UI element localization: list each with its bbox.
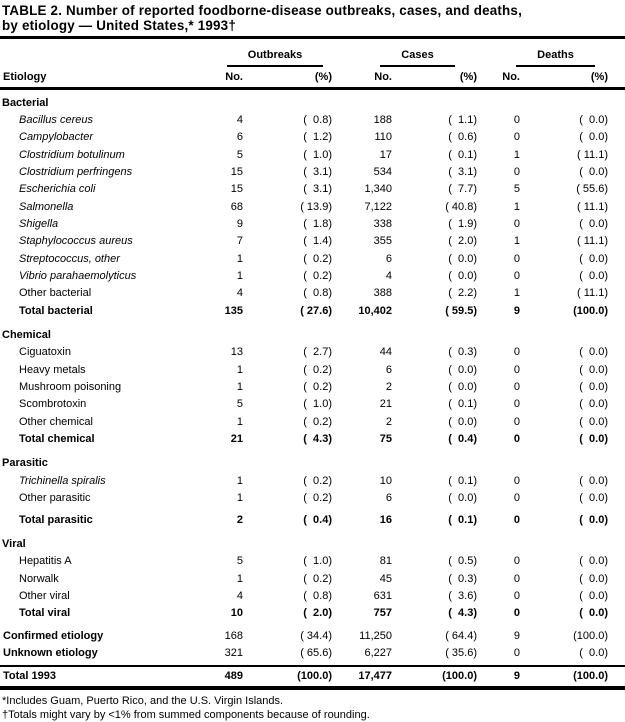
row-c-pct: ( 3.1) [448, 165, 477, 178]
row-d-no: 0 [513, 474, 520, 487]
deaths-no-header: No. [502, 70, 520, 83]
row-o-no: 6 [236, 131, 243, 144]
row-c-pct: ( 7.7) [448, 183, 477, 196]
section-header-bacterial: Bacterial [2, 96, 49, 109]
row-d-pct: ( 0.0) [579, 131, 608, 144]
footnotes [0, 694, 625, 722]
table-row-campylobacter [0, 129, 625, 146]
row-d-no: 0 [513, 646, 520, 659]
table-row-salmonella [0, 199, 625, 216]
row-d-no: 1 [513, 287, 520, 300]
row-d-pct: ( 0.0) [579, 363, 608, 376]
row-c-no: 6 [385, 492, 392, 505]
pre-grand-total-rule [0, 665, 625, 667]
row-o-pct: ( 0.2) [303, 381, 332, 394]
total-row-bacterial [0, 303, 625, 320]
cases-group-label: Cases [380, 47, 454, 67]
row-o-no: 21 [230, 433, 243, 446]
row-c-no: 10 [379, 474, 392, 487]
row-c-no: 75 [379, 433, 392, 446]
table-row-heavy-metals [0, 362, 625, 379]
column-group-header-row [0, 47, 625, 67]
grand-total-deaths-no: 9 [513, 669, 520, 682]
row-o-pct: ( 0.2) [303, 492, 332, 505]
row-d-pct: ( 11.1) [577, 235, 608, 248]
row-o-pct: ( 0.4) [303, 513, 332, 526]
row-o-no: 1 [236, 572, 243, 585]
row-label: Total chemical [19, 433, 95, 446]
row-c-pct: ( 0.6) [448, 131, 477, 144]
row-c-pct: ( 0.5) [448, 555, 477, 568]
row-label: Other chemical [19, 415, 93, 428]
row-d-no: 0 [513, 572, 520, 585]
table-row-trichinella-spiralis [0, 473, 625, 490]
outbreaks-group-label: Outbreaks [227, 47, 323, 67]
row-label: Clostridium perfringens [19, 165, 133, 178]
table-row-escherichia-coli [0, 181, 625, 198]
row-o-no: 68 [230, 200, 243, 213]
row-o-pct: ( 0.2) [303, 363, 332, 376]
row-c-pct: ( 40.8) [445, 200, 477, 213]
row-label: Bacillus cereus [19, 113, 93, 126]
row-o-pct: ( 3.1) [303, 165, 332, 178]
row-o-no: 1 [236, 492, 243, 505]
table-row-mushroom-poisoning [0, 379, 625, 396]
row-c-no: 7,122 [364, 200, 392, 213]
grand-total-deaths-pct: (100.0) [573, 669, 608, 682]
group-header-spacer [0, 57, 192, 58]
row-d-pct: ( 0.0) [579, 252, 608, 265]
row-c-no: 6 [385, 363, 392, 376]
row-d-no: 0 [513, 346, 520, 359]
table-row-streptococcus-other [0, 251, 625, 268]
row-c-no: 6,227 [364, 646, 392, 659]
table-row-ciguatoxin [0, 344, 625, 361]
table-row-other-viral [0, 588, 625, 605]
row-c-pct: ( 0.3) [448, 346, 477, 359]
table-row-other-bacterial [0, 285, 625, 302]
row-d-no: 1 [513, 235, 520, 248]
total-row-chemical [0, 431, 625, 448]
row-d-pct: ( 0.0) [579, 513, 608, 526]
row-label: Total parasitic [19, 513, 93, 526]
table-row-hepatitis-a [0, 553, 625, 570]
row-o-pct: ( 3.1) [303, 183, 332, 196]
cases-pct-header: (%) [459, 70, 477, 83]
row-d-no: 0 [513, 270, 520, 283]
row-c-no: 355 [373, 235, 392, 248]
header-rule [0, 87, 625, 90]
outbreaks-no-header: No. [225, 70, 243, 83]
row-c-no: 17 [379, 148, 392, 161]
row-label: Scombrotoxin [19, 398, 87, 411]
row-d-no: 0 [513, 415, 520, 428]
grand-total-cases-no: 17,477 [358, 669, 392, 682]
row-d-no: 0 [513, 218, 520, 230]
row-o-pct: ( 0.8) [303, 589, 332, 602]
row-label: Staphylococcus aureus [19, 235, 133, 248]
row-d-no: 0 [513, 165, 520, 178]
row-c-pct: ( 0.0) [448, 492, 477, 505]
row-d-pct: ( 55.6) [576, 183, 608, 196]
deaths-group-label: Deaths [516, 47, 595, 67]
row-label: Other viral [19, 589, 70, 602]
row-c-no: 534 [373, 165, 392, 178]
row-d-no: 5 [513, 183, 520, 196]
row-c-pct: ( 1.1) [448, 113, 477, 126]
row-d-pct: ( 0.0) [579, 270, 608, 283]
row-c-no: 16 [379, 513, 392, 526]
row-label: Ciguatoxin [19, 346, 71, 359]
row-d-pct: ( 11.1) [577, 287, 608, 300]
grand-total-label: Total 1993 [3, 669, 56, 682]
row-o-no: 1 [236, 363, 243, 376]
footnote-asterisk: *Includes Guam, Puerto Rico, and the U.S. Virgin Islands. [2, 695, 284, 708]
row-label: Norwalk [19, 572, 59, 585]
row-label: Salmonella [19, 200, 74, 213]
section-header-chemical: Chemical [2, 329, 51, 342]
row-o-pct: ( 0.8) [303, 113, 332, 126]
row-d-pct: ( 0.0) [579, 492, 608, 505]
row-d-pct: (100.0) [573, 304, 608, 317]
row-o-no: 9 [236, 218, 243, 230]
row-o-no: 1 [236, 270, 243, 283]
row-label: Total bacterial [19, 304, 93, 317]
row-c-pct: ( 0.1) [448, 148, 477, 161]
table-row-shigella [0, 216, 625, 233]
row-c-no: 2 [385, 381, 392, 394]
row-d-no: 0 [513, 398, 520, 411]
row-c-pct: ( 0.3) [448, 572, 477, 585]
row-o-pct: ( 4.3) [303, 433, 332, 446]
outbreaks-column-group [192, 47, 332, 67]
row-c-pct: ( 0.0) [448, 252, 477, 265]
row-o-no: 4 [236, 287, 243, 300]
row-label: Other bacterial [19, 287, 92, 300]
row-o-pct: ( 34.4) [300, 629, 332, 642]
row-o-pct: ( 0.2) [303, 270, 332, 283]
row-d-no: 1 [513, 200, 520, 213]
table-row-norwalk [0, 571, 625, 588]
table-row-bacillus-cereus [0, 112, 625, 129]
row-d-pct: ( 11.1) [577, 200, 608, 213]
etiology-column-header: Etiology [3, 70, 47, 83]
cases-column-group [332, 47, 477, 67]
row-d-no: 9 [513, 304, 520, 317]
row-c-pct: ( 64.4) [445, 629, 477, 642]
row-o-pct: ( 0.2) [303, 572, 332, 585]
row-label: Clostridium botulinum [19, 148, 125, 161]
row-c-pct: ( 2.2) [448, 287, 477, 300]
row-d-pct: ( 11.1) [577, 148, 608, 161]
row-c-no: 45 [379, 572, 392, 585]
outbreaks-pct-header: (%) [314, 70, 332, 83]
row-c-no: 44 [379, 346, 392, 359]
cases-no-header: No. [374, 70, 392, 83]
table-row-scombrotoxin [0, 396, 625, 413]
row-o-pct: ( 1.4) [303, 235, 332, 248]
row-d-pct: ( 0.0) [579, 474, 608, 487]
row-c-no: 10,402 [358, 304, 392, 317]
row-label: Mushroom poisoning [19, 381, 122, 394]
row-c-pct: ( 0.0) [448, 270, 477, 283]
row-o-pct: ( 0.2) [303, 252, 332, 265]
row-c-pct: ( 0.1) [448, 398, 477, 411]
row-c-pct: ( 0.1) [448, 474, 477, 487]
section-header-viral: Viral [2, 537, 26, 550]
row-label: Shigella [19, 218, 59, 230]
row-c-no: 188 [373, 113, 392, 126]
row-o-pct: ( 1.0) [303, 148, 332, 161]
row-o-no: 10 [230, 607, 243, 620]
title-rule [0, 36, 625, 39]
row-d-pct: ( 0.0) [579, 398, 608, 411]
table-row-other-chemical [0, 414, 625, 431]
table-body [0, 95, 625, 663]
row-c-no: 388 [373, 287, 392, 300]
row-d-no: 0 [513, 433, 520, 446]
row-o-pct: ( 13.9) [300, 200, 332, 213]
row-o-no: 5 [236, 555, 243, 568]
row-c-no: 81 [379, 555, 392, 568]
row-c-pct: ( 4.3) [448, 607, 477, 620]
row-o-pct: ( 65.6) [300, 646, 332, 659]
row-c-no: 338 [373, 218, 392, 230]
row-o-no: 13 [230, 346, 243, 359]
row-d-pct: ( 0.0) [579, 346, 608, 359]
row-c-no: 11,250 [359, 629, 392, 642]
row-o-no: 321 [224, 646, 243, 659]
table-row-clostridium-perfringens [0, 164, 625, 181]
row-c-no: 2 [385, 415, 392, 428]
deaths-column-group [477, 47, 608, 67]
deaths-pct-header: (%) [590, 70, 608, 83]
row-o-no: 5 [236, 148, 243, 161]
summary-row-confirmed-etiology [0, 628, 625, 645]
row-d-pct: ( 0.0) [579, 607, 608, 620]
row-c-pct: ( 2.0) [448, 235, 477, 248]
row-d-no: 0 [513, 492, 520, 505]
row-o-no: 4 [236, 589, 243, 602]
row-label: Unknown etiology [3, 646, 98, 659]
table-row-staphylococcus-aureus [0, 233, 625, 250]
total-row-parasitic [0, 512, 625, 529]
row-c-pct: ( 3.6) [448, 589, 477, 602]
row-label: Escherichia coli [19, 183, 96, 196]
row-c-no: 631 [373, 589, 392, 602]
row-o-no: 2 [236, 513, 243, 526]
section-header-parasitic: Parasitic [2, 457, 48, 470]
row-c-pct: ( 35.6) [445, 646, 477, 659]
row-d-pct: ( 0.0) [579, 555, 608, 568]
table-row-other-parasitic [0, 490, 625, 507]
footnote-dagger: †Totals might vary by <1% from summed components because of rounding. [2, 709, 370, 722]
table-title-line-1: TABLE 2. Number of reported foodborne-disease outbreaks, cases, and deaths, [2, 3, 522, 18]
row-label: Heavy metals [19, 363, 86, 376]
row-c-no: 4 [385, 270, 392, 283]
row-c-no: 6 [385, 252, 392, 265]
row-label: Vibrio parahaemolyticus [19, 270, 137, 283]
table-row-clostridium-botulinum [0, 147, 625, 164]
row-o-pct: ( 27.6) [300, 304, 332, 317]
summary-row-unknown-etiology [0, 645, 625, 662]
row-o-no: 1 [236, 381, 243, 394]
grand-total-row [0, 668, 625, 685]
column-header-row [0, 67, 625, 84]
row-o-no: 168 [224, 629, 243, 642]
row-d-pct: ( 0.0) [579, 113, 608, 126]
row-c-pct: ( 0.4) [448, 433, 477, 446]
grand-total-cases-pct: (100.0) [442, 669, 477, 682]
row-label: Hepatitis A [19, 555, 72, 568]
row-o-pct: ( 1.8) [303, 218, 332, 230]
row-d-no: 0 [513, 607, 520, 620]
row-d-pct: ( 0.0) [579, 415, 608, 428]
row-c-pct: ( 0.0) [448, 415, 477, 428]
row-o-no: 4 [236, 113, 243, 126]
row-d-no: 0 [513, 513, 520, 526]
row-label: Streptococcus, other [19, 252, 120, 265]
row-o-no: 1 [236, 415, 243, 428]
row-c-pct: ( 1.9) [448, 218, 477, 230]
row-o-pct: ( 2.0) [303, 607, 332, 620]
row-o-pct: ( 0.2) [303, 415, 332, 428]
row-c-pct: ( 59.5) [445, 304, 477, 317]
row-o-pct: ( 0.8) [303, 287, 332, 300]
row-c-no: 110 [374, 131, 392, 144]
grand-total-outbreaks-no: 489 [224, 669, 243, 682]
row-o-no: 15 [230, 183, 243, 196]
row-c-no: 757 [373, 607, 392, 620]
row-d-pct: ( 0.0) [579, 589, 608, 602]
row-o-no: 1 [236, 474, 243, 487]
row-o-no: 1 [236, 252, 243, 265]
row-o-no: 15 [230, 165, 243, 178]
row-label: Other parasitic [19, 492, 91, 505]
row-d-no: 0 [513, 131, 520, 144]
row-c-pct: ( 0.0) [448, 363, 477, 376]
row-o-pct: ( 1.0) [303, 555, 332, 568]
row-label: Total viral [19, 607, 71, 620]
row-label: Campylobacter [19, 131, 93, 144]
row-d-no: 1 [513, 148, 520, 161]
row-d-pct: ( 0.0) [579, 381, 608, 394]
row-o-no: 135 [224, 304, 243, 317]
row-d-no: 9 [513, 629, 520, 642]
row-d-pct: ( 0.0) [579, 165, 608, 178]
row-d-pct: ( 0.0) [579, 646, 608, 659]
row-d-no: 0 [513, 252, 520, 265]
table-title-line-2: by etiology — United States,* 1993† [2, 17, 236, 33]
row-label: Confirmed etiology [3, 629, 104, 642]
row-d-pct: (100.0) [573, 629, 608, 642]
row-o-no: 7 [236, 235, 243, 248]
row-c-pct: ( 0.1) [448, 513, 477, 526]
row-c-no: 1,340 [364, 183, 392, 196]
row-o-pct: ( 1.0) [303, 398, 332, 411]
row-d-pct: ( 0.0) [579, 433, 608, 446]
total-row-viral [0, 605, 625, 622]
row-c-no: 21 [379, 398, 392, 411]
row-o-pct: ( 2.7) [303, 346, 332, 359]
row-d-no: 0 [513, 381, 520, 394]
bottom-rule [0, 686, 625, 690]
row-d-no: 0 [513, 589, 520, 602]
row-o-no: 5 [236, 398, 243, 411]
row-d-no: 0 [513, 555, 520, 568]
row-d-no: 0 [513, 113, 520, 126]
row-label: Trichinella spiralis [19, 474, 106, 487]
table-title [0, 0, 625, 34]
row-c-pct: ( 0.0) [448, 381, 477, 394]
row-o-pct: ( 1.2) [303, 131, 332, 144]
grand-total-outbreaks-pct: (100.0) [297, 669, 332, 682]
table-row-vibrio-parahaemolyticus [0, 268, 625, 285]
row-d-no: 0 [513, 363, 520, 376]
row-d-pct: ( 0.0) [579, 572, 608, 585]
row-d-pct: ( 0.0) [579, 218, 608, 230]
row-o-pct: ( 0.2) [303, 474, 332, 487]
